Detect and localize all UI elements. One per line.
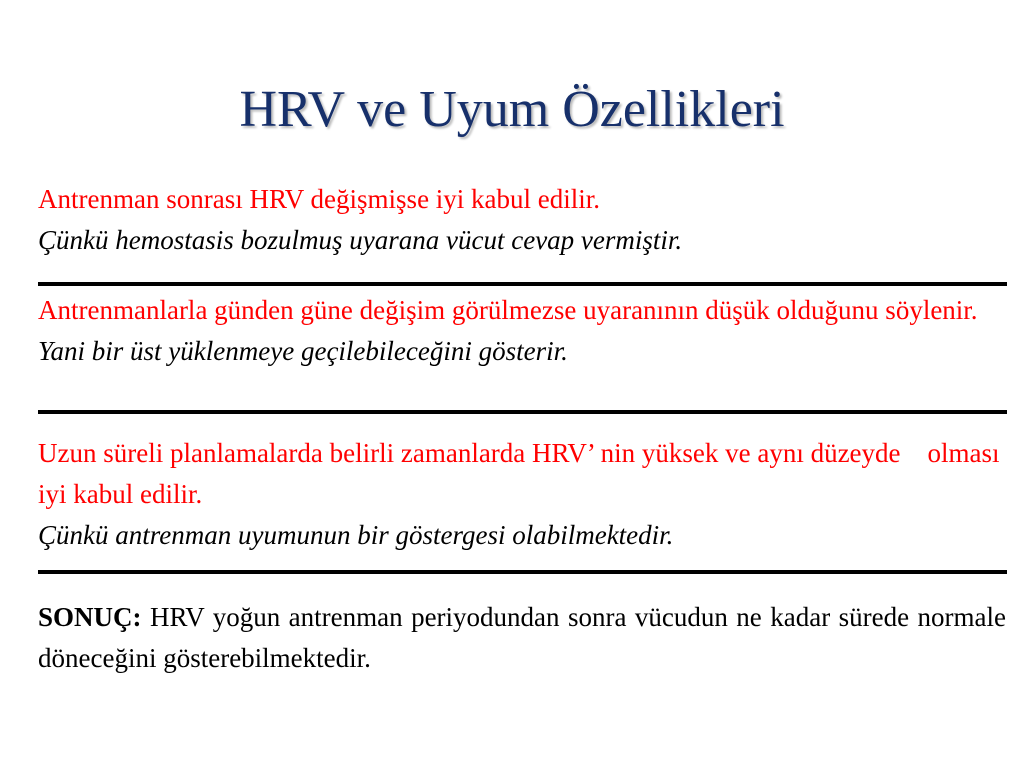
section-1-statement: Antrenman sonrası HRV değişmişse iyi kabul edilir.: [38, 184, 601, 214]
section-3: [38, 433, 1014, 556]
section-2-statement: Antrenmanlarla günden güne değişim görülmezse uyaranının düşük olduğunu söylenir.: [38, 295, 978, 325]
slide-title: HRV ve Uyum Özellikleri: [239, 81, 785, 138]
section-1: [38, 179, 1006, 261]
section-3-explanation: Çünkü antrenman uyumunun bir göstergesi olabilmektedir.: [38, 520, 674, 550]
section-2: [38, 290, 1006, 372]
section-1-explanation: Çünkü hemostasis bozulmuş uyarana vücut cevap vermiştir.: [38, 225, 683, 255]
section-3-statement: Uzun süreli planlamalarda belirli zamanlarda HRV’ nin yüksek ve aynı düzeyde olması iyi kabul edilir.: [38, 438, 1014, 509]
conclusion-label: SONUÇ:: [38, 602, 142, 632]
section-divider-1: [38, 282, 1007, 286]
conclusion-text: HRV yoğun antrenman periyodundan sonra vücudun ne kadar sürede normale döneceğini gösterebilmektedir.: [38, 602, 1006, 673]
conclusion: [38, 597, 1006, 679]
section-2-explanation: Yani bir üst yüklenmeye geçilebileceğini gösterir.: [38, 336, 568, 366]
section-divider-3: [38, 570, 1007, 574]
section-divider-2: [38, 410, 1007, 414]
